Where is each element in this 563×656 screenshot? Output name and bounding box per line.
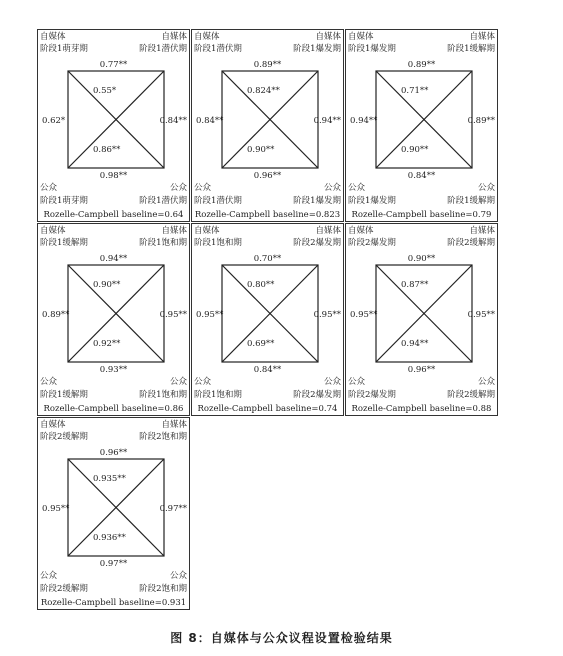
- value-diagonal-upper: 0.90**: [93, 280, 121, 290]
- label-bottom-right: 公众: [323, 377, 341, 387]
- label-top-left: 自媒体: [194, 32, 220, 42]
- value-diagonal-upper: 0.87**: [401, 280, 429, 290]
- phase-bottom-right: 阶段2爆发期: [293, 390, 341, 400]
- phase-top-left: 阶段1爆发期: [348, 44, 396, 54]
- label-bottom-left: 公众: [348, 377, 366, 387]
- phase-top-left: 阶段2缓解期: [40, 432, 88, 442]
- label-bottom-right: 公众: [477, 183, 495, 193]
- baseline-label: Rozelle-Campbell baseline=0.86: [43, 404, 184, 414]
- value-right: 0.94**: [313, 116, 341, 126]
- value-bottom: 0.96**: [253, 171, 282, 181]
- baseline-label: Rozelle-Campbell baseline=0.823: [194, 210, 341, 220]
- label-top-right: 自媒体: [315, 32, 341, 42]
- value-right: 0.95**: [467, 310, 495, 320]
- value-diagonal-lower: 0.92**: [93, 339, 121, 349]
- phase-top-left: 阶段1饱和期: [194, 238, 242, 248]
- value-bottom: 0.98**: [99, 171, 128, 181]
- value-left: 0.62*: [42, 116, 66, 126]
- value-bottom: 0.84**: [253, 365, 282, 375]
- baseline-label: Rozelle-Campbell baseline=0.79: [351, 210, 492, 220]
- phase-top-right: 阶段1缓解期: [447, 44, 495, 54]
- value-diagonal-upper: 0.80**: [247, 280, 275, 290]
- value-left: 0.95**: [350, 310, 378, 320]
- label-bottom-left: 公众: [40, 571, 58, 581]
- phase-bottom-right: 阶段1缓解期: [447, 196, 495, 206]
- value-left: 0.95**: [196, 310, 224, 320]
- phase-bottom-right: 阶段1潜伏期: [139, 196, 187, 206]
- value-right: 0.89**: [467, 116, 495, 126]
- phase-top-right: 阶段1饱和期: [139, 238, 187, 248]
- figure-caption: 图 8：自媒体与公众议程设置检验结果: [170, 631, 393, 645]
- cross-lag-panel: [37, 223, 190, 416]
- phase-top-right: 阶段1潜伏期: [139, 44, 187, 54]
- phase-top-left: 阶段2爆发期: [348, 238, 396, 248]
- value-top: 0.90**: [407, 254, 436, 264]
- phase-bottom-right: 阶段1爆发期: [293, 196, 341, 206]
- cross-lag-panel: [345, 29, 498, 222]
- phase-bottom-left: 阶段2爆发期: [348, 390, 396, 400]
- cross-lag-panel: [345, 223, 498, 416]
- value-top: 0.94**: [99, 254, 128, 264]
- phase-bottom-left: 阶段1缓解期: [40, 390, 88, 400]
- label-bottom-right: 公众: [169, 377, 187, 387]
- value-right: 0.95**: [313, 310, 341, 320]
- label-bottom-right: 公众: [323, 183, 341, 193]
- value-left: 0.94**: [350, 116, 378, 126]
- value-diagonal-lower: 0.90**: [247, 145, 275, 155]
- phase-bottom-left: 阶段1爆发期: [348, 196, 396, 206]
- label-top-right: 自媒体: [161, 32, 187, 42]
- value-top: 0.89**: [407, 60, 436, 70]
- phase-top-right: 阶段1爆发期: [293, 44, 341, 54]
- phase-bottom-left: 阶段2缓解期: [40, 584, 88, 594]
- label-bottom-left: 公众: [40, 183, 58, 193]
- label-top-left: 自媒体: [348, 32, 374, 42]
- value-right: 0.84**: [159, 116, 187, 126]
- value-top: 0.70**: [253, 254, 282, 264]
- value-top: 0.96**: [99, 448, 128, 458]
- value-diagonal-lower: 0.86**: [93, 145, 121, 155]
- value-diagonal-lower: 0.69**: [247, 339, 275, 349]
- phase-bottom-right: 阶段2缓解期: [447, 390, 495, 400]
- value-right: 0.97**: [159, 504, 187, 514]
- phase-bottom-left: 阶段1饱和期: [194, 390, 242, 400]
- phase-bottom-left: 阶段1萌芽期: [40, 196, 88, 206]
- cross-lag-panel: [37, 417, 190, 610]
- label-top-left: 自媒体: [40, 226, 66, 236]
- label-top-right: 自媒体: [469, 226, 495, 236]
- label-top-left: 自媒体: [40, 420, 66, 430]
- phase-top-right: 阶段2饱和期: [139, 432, 187, 442]
- phase-bottom-right: 阶段1饱和期: [139, 390, 187, 400]
- label-bottom-left: 公众: [40, 377, 58, 387]
- value-diagonal-lower: 0.94**: [401, 339, 429, 349]
- label-bottom-left: 公众: [194, 377, 212, 387]
- label-bottom-right: 公众: [169, 571, 187, 581]
- baseline-label: Rozelle-Campbell baseline=0.88: [351, 404, 492, 414]
- value-bottom: 0.96**: [407, 365, 436, 375]
- value-left: 0.84**: [196, 116, 224, 126]
- value-top: 0.77**: [99, 60, 128, 70]
- value-top: 0.89**: [253, 60, 282, 70]
- baseline-label: Rozelle-Campbell baseline=0.74: [197, 404, 338, 414]
- phase-top-right: 阶段2爆发期: [293, 238, 341, 248]
- label-bottom-left: 公众: [194, 183, 212, 193]
- phase-bottom-right: 阶段2饱和期: [139, 584, 187, 594]
- baseline-label: Rozelle-Campbell baseline=0.64: [43, 210, 184, 220]
- value-left: 0.95**: [42, 504, 70, 514]
- label-top-left: 自媒体: [194, 226, 220, 236]
- value-right: 0.95**: [159, 310, 187, 320]
- label-top-right: 自媒体: [469, 32, 495, 42]
- value-diagonal-lower: 0.936**: [93, 533, 126, 543]
- label-top-right: 自媒体: [161, 420, 187, 430]
- phase-bottom-left: 阶段1潜伏期: [194, 196, 242, 206]
- value-bottom: 0.84**: [407, 171, 436, 181]
- value-diagonal-upper: 0.824**: [247, 86, 280, 96]
- label-top-left: 自媒体: [348, 226, 374, 236]
- value-diagonal-upper: 0.71**: [401, 86, 429, 96]
- label-top-left: 自媒体: [40, 32, 66, 42]
- phase-top-left: 阶段1缓解期: [40, 238, 88, 248]
- value-bottom: 0.93**: [99, 365, 128, 375]
- label-top-right: 自媒体: [161, 226, 187, 236]
- value-diagonal-upper: 0.55*: [93, 86, 117, 96]
- label-bottom-right: 公众: [169, 183, 187, 193]
- label-bottom-right: 公众: [477, 377, 495, 387]
- baseline-label: Rozelle-Campbell baseline=0.931: [40, 598, 187, 608]
- phase-top-right: 阶段2缓解期: [447, 238, 495, 248]
- value-diagonal-upper: 0.935**: [93, 474, 126, 484]
- label-bottom-left: 公众: [348, 183, 366, 193]
- value-bottom: 0.97**: [99, 559, 128, 569]
- cross-lag-panel: [37, 29, 190, 222]
- cross-lag-panel: [191, 223, 344, 416]
- label-top-right: 自媒体: [315, 226, 341, 236]
- cross-lag-panel: [191, 29, 344, 222]
- value-left: 0.89**: [42, 310, 70, 320]
- value-diagonal-lower: 0.90**: [401, 145, 429, 155]
- phase-top-left: 阶段1潜伏期: [194, 44, 242, 54]
- phase-top-left: 阶段1萌芽期: [40, 44, 88, 54]
